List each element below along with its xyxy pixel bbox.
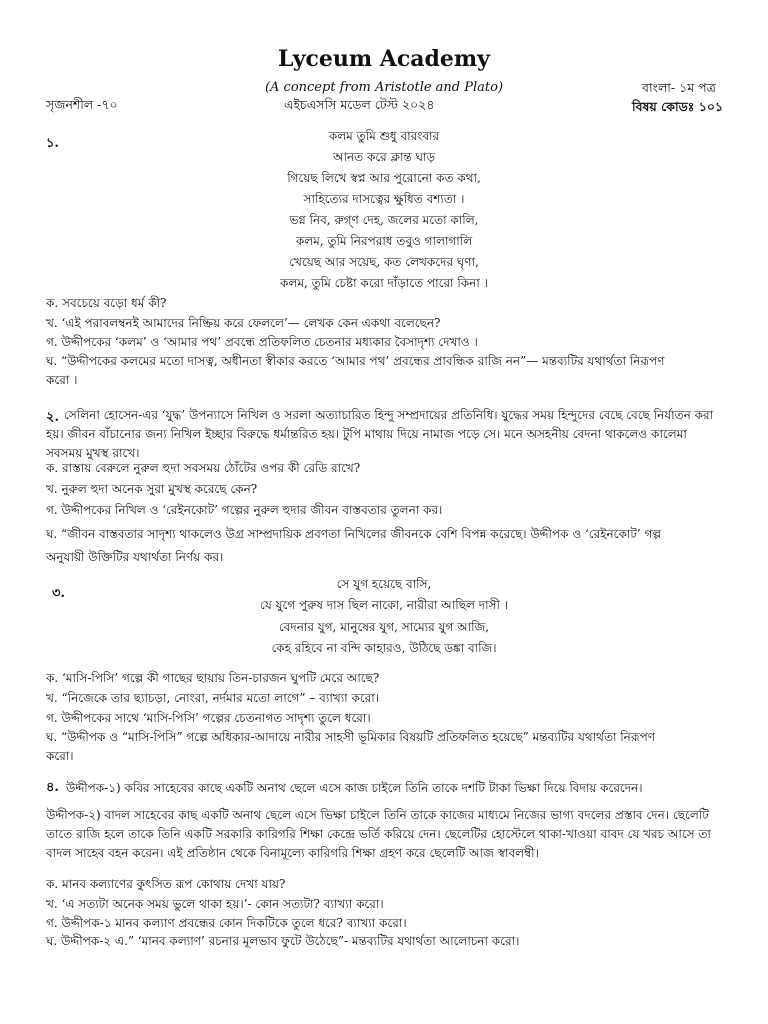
sub-question-gha-cont: করো । <box>46 373 78 387</box>
sub-question-kha: খ. ‘এ সত্যটা অনেক সময় ভুলে থাকা হয়।’- কোন সত্যটা? ব্যাখ্যা করো। <box>46 897 384 911</box>
creative-question-label: সৃজনশীল -৭০ <box>46 97 118 112</box>
sub-question-gha-cont: করো। <box>46 749 74 763</box>
page-title: Lyceum Academy <box>278 46 490 72</box>
sub-question-gha: ঘ. “উদ্দীপকের কলমের মতো দাসত্ব, অধীনতা স্বীকার করতে ‘আমার পথ’ প্রবন্ধের প্রাবন্ধিক রাজি নন”— মন্তব্যটির যথার্থতা নিরূপণ <box>46 354 665 368</box>
sub-question-kha: খ. নুরুল হুদা অনেক সুরা মুখস্থ করেছে কেন? <box>46 482 258 496</box>
poem-line: যে যুগে পুরুষ দাস ছিল নাকো, নারীরা আছিল দাসী । <box>259 598 509 612</box>
question-number: ৪. <box>46 780 59 795</box>
sub-question-ga: গ. উদ্দীপক-১ মানব কল্যাণ প্রবন্ধের কোন দিকটিকে তুলে ধরে? ব্যাখ্যা করো। <box>46 916 407 930</box>
sub-question-ga: গ. উদ্দীপকের ‘কলম’ ও ‘আমার পথ’ প্রবন্ধে প্রতিফলিত চেতনার মধ্যকার বৈসাদৃশ্য দেখাও । <box>46 335 478 349</box>
sub-question-kha: খ. ‘এই পরাবলম্বনই আমাদের নিষ্ক্রিয় করে ফেললে’— লেখক কেন একথা বলেছেন? <box>46 316 441 330</box>
poem-line: কলম তুমি শুধু বারংবার <box>328 129 440 143</box>
sub-question-gha: ঘ. “জীবন বাস্তবতার সাদৃশ্য থাকলেও উগ্র সাম্প্রদায়িক প্রবণতা নিখিলের জীবনকে বেশি বিপন্ন করেছে। উদ্দীপক ও ‘রেইনকোট’ গল্প <box>46 527 661 541</box>
subject-name: বাংলা- ১ম পত্র <box>642 80 716 95</box>
sub-question-ka: ক. ‘মাসি-পিসি’ গল্পে কী গাছের ছায়ায় তিন-চারজন ঘুপটি মেরে আছে? <box>46 671 380 685</box>
sub-question-gha: ঘ. “উদ্দীপক ও “মাসি-পিসি” গল্পে অধিকার-আদায়ে নারীর সাহসী ভূমিকার বিষয়টি প্রতিফলিত হয়েছে” মন্তব্যটির যথার্থতা নিরূপণ <box>46 730 655 744</box>
poem-line: আনত করে ক্লান্ত ঘাড় <box>332 150 436 164</box>
poem-line: খেয়েছ আর সয়েছ, কত লেখকদের ঘৃণা, <box>289 255 479 269</box>
poem-line: কলম, তুমি নিরপরাধ তবুও গালাগালি <box>295 234 473 248</box>
stimulus-1: উদ্দীপক-১) কবির সাহেবের কাছে একটি অনাথ ছেলে এসে কাজ চাইলে তিনি তাকে দশটি টাকা ভিক্ষা দিয়ে বিদায় করেদেন। <box>66 781 643 795</box>
page-subtitle: (A concept from Aristotle and Plato) <box>264 80 504 95</box>
sub-question-kha: খ. “নিজেকে তার ছ্যাচড়া, নোংরা, নর্দমার মতো লাগে” – ব্যাখ্যা করো। <box>46 691 380 705</box>
sub-question-ka: ক. মানব কল্যাণের কুৎসিত রূপ কোথায় দেখা যায়? <box>46 877 286 891</box>
question-number: ৩. <box>52 586 65 601</box>
poem-line: ভগ্ন নিব, রুগ্ণ দেহ, জলের মতো কালি, <box>289 213 479 227</box>
sub-question-ga: গ. উদ্দীপকের সাথে ‘মাসি-পিসি’ গল্পের চেতনাগত সাদৃশ্য তুলে ধরো। <box>46 711 371 725</box>
question-number: ২. <box>46 410 59 425</box>
subject-code: বিষয় কোডঃ ১০১ <box>632 99 724 114</box>
sub-question-gha: ঘ. উদ্দীপক-২ এ.” ‘মানব কল্যাণ’ রচনার মূলভাব ফুটে উঠেছে”- মন্তব্যটির যথার্থতা আলোচনা করো। <box>46 934 520 948</box>
poem-line: সে যুগ হয়েছে বাসি, <box>336 577 432 591</box>
exam-name: এইচএসসি মডেল টেস্ট ২০২৪ <box>284 97 435 112</box>
sub-question-ga: গ. উদ্দীপকের নিখিল ও ‘রেইনকোট’ গল্পের নুরুল হুদার জীবন বাস্তবতার তুলনা কর। <box>46 503 443 517</box>
sub-question-ka: ক. রাস্তায় বেরুলে নুরুল হুদা সবসময় ঠোঁটের ওপর কী রেডি রাখে? <box>46 461 361 475</box>
stimulus-2: উদ্দীপক-২) বাদল সাহেবের কাছ একটি অনাথ ছেলে এসে ভিক্ষা চাইলে তিনি তাকে কাজের মাধ্যমে নিজের ভাগ্য বদলের প্রস্তাব দেন। ছেলেটি তাতে রাজি হলে তাকে তিনি একটি সরকারি কারিগরি শিক্ষা কেন্দ্রে ভর্তি করিয়ে দেন। ছেলেটির হোস্টেলে থাকা-খাওয়া বাবদ যে খরচ আসে তা বাদল সাহেব বহন করেন। এই প্রতিষ্ঠান থেকে বিনামূল্যে কারিগরি শিক্ষা গ্রহণ করে ছেলেটি আজ স্বাবলম্বী। <box>46 808 711 860</box>
sub-question-gha-cont: অনুযায়ী উক্তিটির যথার্থতা নির্ণয় কর। <box>46 550 224 564</box>
sub-question-ka: ক. সবচেয়ে বড়ো ধর্ম কী? <box>46 296 167 310</box>
poem-line: কলম, তুমি চেষ্টা করো দাঁড়াতে পারো কিনা । <box>280 276 488 290</box>
question-number: ১. <box>46 136 59 151</box>
poem-line: সাহিত্যের দাসত্বের ক্ষুধিত বশ্যতা । <box>303 192 465 206</box>
stimulus-paragraph: সেলিনা হোসেন-এর ‘যুদ্ধ’ উপন্যাসে নিখিল ও সরলা অত্যাচারিত হিন্দু সম্প্রদায়ের প্রতিনিধি। যুদ্ধের সময় হিন্দুদের বেছে বেছে নির্যাতন করা হয়। জীবন বাঁচানোর জন্য নিখিল ইচ্ছার বিরুদ্ধে ধর্মান্তরিত হয়। টুপি মাথায় দিয়ে নামাজ পড়ে সে। মনে অসহনীয় বেদনা থাকলেও কালেমা সবসময় মুখস্থ রাখে। <box>46 408 714 460</box>
poem-line: কেহ রহিবে না বন্দি কাহারও, উঠিছে ডঙ্কা বাজি। <box>271 641 497 655</box>
poem-line: বেদনার যুগ, মানুষের যুগ, সাম্যের যুগ আজি, <box>278 620 490 634</box>
poem-line: গিয়েছ লিখে স্বপ্ন আর পুরোনো কত কথা, <box>287 171 481 185</box>
